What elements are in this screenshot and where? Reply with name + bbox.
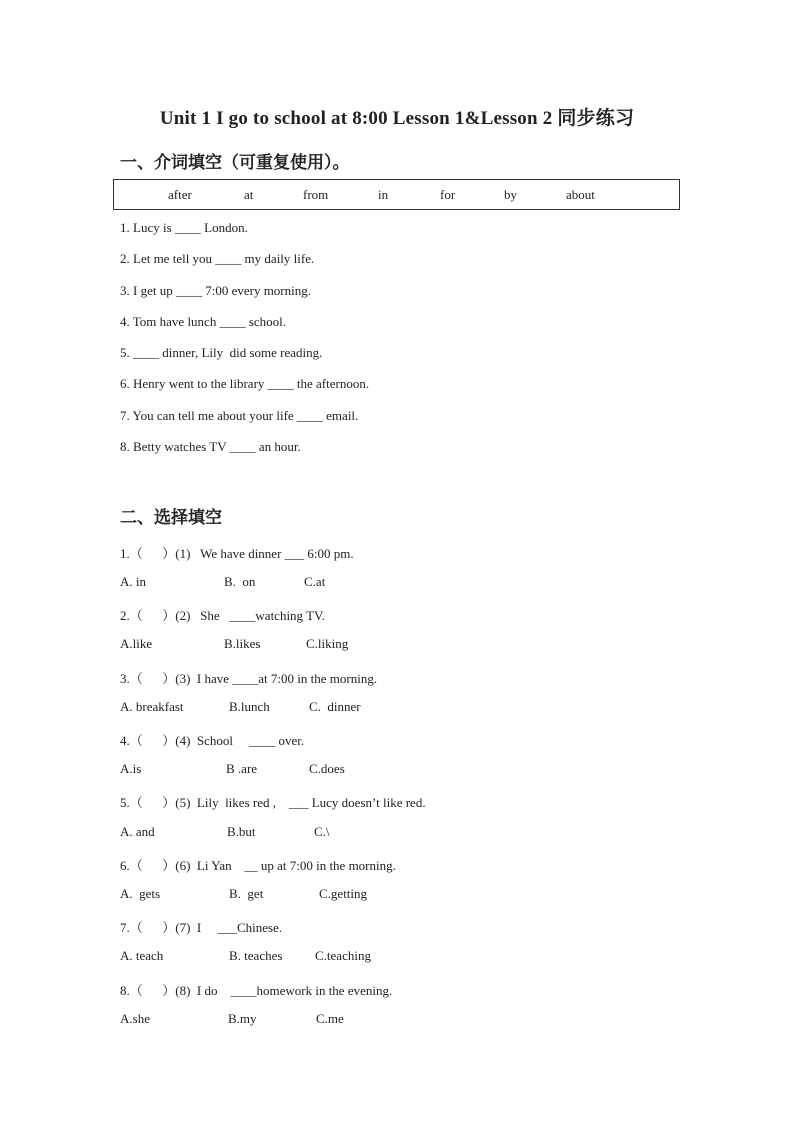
option-a: A.is	[120, 761, 142, 776]
question-stem: 1.（ ）(1) We have dinner ___ 6:00 pm.	[120, 546, 354, 561]
option-b: B.lunch	[229, 699, 270, 714]
question-stem: 4.（ ）(4) School ____ over.	[120, 733, 305, 748]
fill-blank-item: 6. Henry went to the library ____ the afternoon.	[120, 376, 370, 391]
fill-blank-item: 3. I get up ____ 7:00 every morning.	[120, 283, 311, 298]
option-c: C.liking	[306, 636, 349, 651]
fill-blank-item: 7. You can tell me about your life ____ email.	[120, 408, 359, 423]
fill-blank-item: 4. Tom have lunch ____ school.	[120, 314, 287, 329]
option-b: B.but	[227, 824, 256, 839]
question-stem: 2.（ ）(2) She ____watching TV.	[120, 608, 325, 623]
question-stem: 8.（ ）(8) I do ____homework in the evening.	[120, 983, 393, 998]
option-b: B. teaches	[229, 948, 283, 963]
option-c: C.getting	[319, 886, 368, 901]
page-title: Unit 1 I go to school at 8:00 Lesson 1&Lesson 2 同步练习	[159, 108, 635, 129]
option-a: A. and	[120, 824, 155, 839]
word-bank-item: in	[378, 187, 389, 202]
option-b: B. on	[224, 574, 256, 589]
option-b: B. get	[229, 886, 264, 901]
option-a: A.she	[120, 1011, 150, 1026]
word-bank-item: by	[504, 187, 517, 202]
option-c: C.at	[304, 574, 326, 589]
option-b: B.likes	[224, 636, 261, 651]
question-stem: 7.（ ）(7) I ___Chinese.	[120, 920, 283, 935]
fill-blank-item: 5. ____ dinner, Lily did some reading.	[120, 345, 323, 360]
fill-blank-item: 1. Lucy is ____ London.	[120, 220, 248, 235]
option-c: C. dinner	[309, 699, 361, 714]
word-bank-item: at	[244, 187, 254, 202]
question-stem: 5.（ ）(5) Lily likes red , ___ Lucy doesn’t like red.	[120, 795, 426, 810]
option-a: A. in	[120, 574, 146, 589]
option-c: C.teaching	[315, 948, 371, 963]
fill-blank-item: 8. Betty watches TV ____ an hour.	[120, 439, 301, 454]
word-bank-item: for	[440, 187, 456, 202]
option-a: A. teach	[120, 948, 164, 963]
section-2-heading: 二、选择填空	[120, 508, 222, 528]
option-a: A. breakfast	[120, 699, 184, 714]
word-bank-box	[113, 179, 680, 210]
word-bank-item: after	[168, 187, 192, 202]
option-c: C.me	[316, 1011, 344, 1026]
fill-blank-item: 2. Let me tell you ____ my daily life.	[120, 251, 315, 266]
word-bank-item: from	[303, 187, 329, 202]
option-b: B.my	[228, 1011, 257, 1026]
question-stem: 6.（ ）(6) Li Yan __ up at 7:00 in the morning.	[120, 858, 396, 873]
section-1-heading: 一、介词填空（可重复使用）。	[120, 153, 350, 173]
word-bank-item: about	[566, 187, 595, 202]
option-c: C.\	[314, 824, 330, 839]
option-b: B .are	[226, 761, 258, 776]
question-stem: 3.（ ）(3) I have ____at 7:00 in the morning.	[120, 671, 378, 686]
option-c: C.does	[309, 761, 345, 776]
option-a: A. gets	[120, 886, 161, 901]
option-a: A.like	[120, 636, 153, 651]
